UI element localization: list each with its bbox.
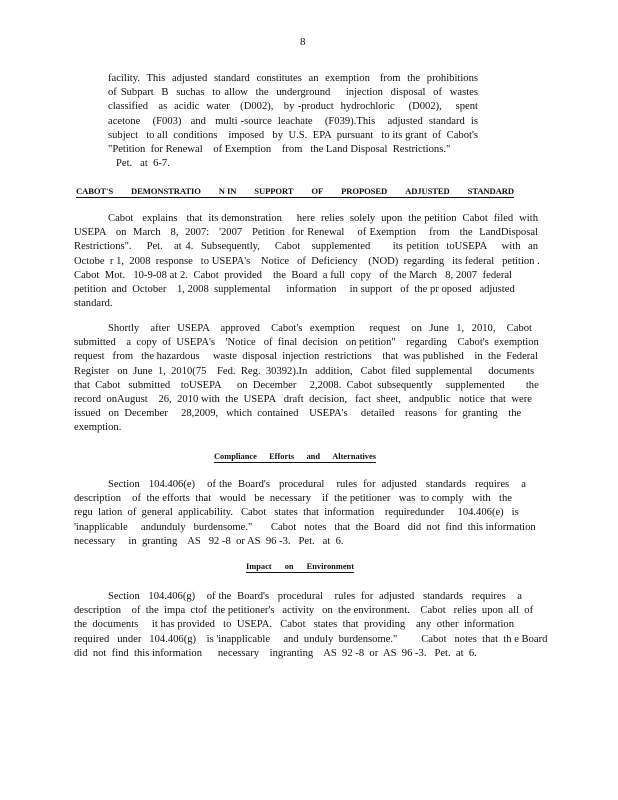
paragraph xyxy=(74,478,536,549)
text-line: standard. xyxy=(74,298,113,310)
text-line: exemption. xyxy=(74,422,122,434)
subheading-word: Efforts xyxy=(269,452,295,461)
heading-word: N IN xyxy=(218,186,237,196)
text-line: issued on December 28,2009, which contained USEPA's detailed reasons for granting the xyxy=(74,408,522,420)
text-line: acetone (F003) and multi -source leachate (F039).This adjusted standard is xyxy=(108,115,478,127)
heading-word: OF xyxy=(311,186,324,196)
intro-paragraph xyxy=(108,72,478,171)
text-line: Register on June 1, 2010(75 Fed. Reg. 30392).In addition, Cabot filed supplemental documents xyxy=(74,365,535,377)
text-line: Shortly after USEPA approved Cabot's exemption request on June 1, 2010, Cabot xyxy=(108,323,532,334)
text-line: record onAugust 26, 2010 with the USEPA draft decision, fact sheet, andpublic notice that were xyxy=(74,394,532,406)
subheading-word: Environment xyxy=(306,562,354,571)
heading-word: DEMONSTRATIO xyxy=(131,186,201,196)
text-line: Section 104.406(e) of the Board's procedural rules for adjusted standards requires a xyxy=(108,479,526,490)
text-line: petition and October 1, 2008 supplemental information in support of the pr oposed adjusted xyxy=(74,284,515,296)
subheading-word: Compliance xyxy=(214,452,257,461)
heading-word: CABOT'S xyxy=(76,186,114,196)
text-line: description of the impa ctof the petitioner's activity on the environment. Cabot relies upon all of xyxy=(74,605,534,617)
text-line: classified as acidic water (D002), by -product hydrochloric (D002), spent xyxy=(108,101,478,113)
subheading-word: and xyxy=(306,452,320,461)
text-line: submitted a copy of USEPA's 'Notice of final decision on petition" regarding Cabot's exemption xyxy=(74,337,539,349)
subheading-compliance xyxy=(214,452,376,463)
text-line: 'inapplicable andunduly burdensome." Cabot notes that the Board did not find this information xyxy=(74,521,536,533)
text-line: facility. This adjusted standard constitutes an exemption from the prohibitions xyxy=(108,73,478,84)
heading-word: SUPPORT xyxy=(254,186,294,196)
text-line: Cabot Mot. 10-9-08 at 2. Cabot provided the Board a full copy of the March 8, 2007 federal xyxy=(74,269,512,281)
text-line: USEPA on March 8, 2007: '2007 Petition for Renewal of Exemption from the LandDisposal xyxy=(74,227,538,239)
paragraph xyxy=(74,590,548,661)
text-line: regu lation of general applicability. Cabot states that information requiredunder 104.406(e) is xyxy=(74,507,519,519)
text-line: necessary in granting AS 92 -8 or AS 96 -3. Pet. at 6. xyxy=(74,535,344,547)
text-line: request from the hazardous waste disposal injection restrictions that was published in the Federal xyxy=(74,351,538,363)
subheading-word: Alternatives xyxy=(332,452,376,461)
heading-word: STANDARD xyxy=(467,186,514,196)
text-line: Restrictions". Pet. at 4. Subsequently, Cabot supplemented its petition toUSEPA with an xyxy=(74,241,538,253)
text-line: the documents it has provided to USEPA. Cabot states that providing any other information xyxy=(74,619,514,631)
subheading-impact xyxy=(246,562,354,573)
heading-word: PROPOSED xyxy=(341,186,388,196)
text-line: Section 104.406(g) of the Board's procedural rules for adjusted standards requires a xyxy=(108,591,522,602)
subheading-word: on xyxy=(284,562,294,571)
text-line: did not find this information necessary ingranting AS 92 -8 or AS 96 -3. Pet. at 6. xyxy=(74,647,477,659)
subheading-word: Impact xyxy=(246,562,272,571)
heading-word: ADJUSTED xyxy=(405,186,450,196)
text-line: Pet. at 6-7. xyxy=(116,158,170,170)
text-line: required under 104.406(g) is 'inapplicable and unduly burdensome." Cabot notes that th e Board xyxy=(74,633,548,645)
section-heading xyxy=(76,186,514,198)
text-line: of Subpart B suchas to allow the underground injection disposal of wastes xyxy=(108,87,478,99)
page-number: 8 xyxy=(300,36,306,48)
text-line: that Cabot submitted toUSEPA on December 2,2008. Cabot subsequently supplemented the xyxy=(74,379,539,391)
text-line: description of the efforts that would be necessary if the petitioner was to comply with the xyxy=(74,493,512,505)
text-line: "Petition for Renewal of Exemption from the Land Disposal Restrictions." xyxy=(108,144,451,156)
paragraph xyxy=(74,212,538,311)
text-line: subject to all conditions imposed by U.S. EPA pursuant to its grant of Cabot's xyxy=(108,129,478,141)
paragraph xyxy=(74,322,539,436)
text-line: Cabot explains that its demonstration here relies solely upon the petition Cabot filed with xyxy=(108,213,538,224)
text-line: Octobe r 1, 2008 response to USEPA's Notice of Deficiency (NOD) regarding its federal petition . xyxy=(74,255,540,267)
